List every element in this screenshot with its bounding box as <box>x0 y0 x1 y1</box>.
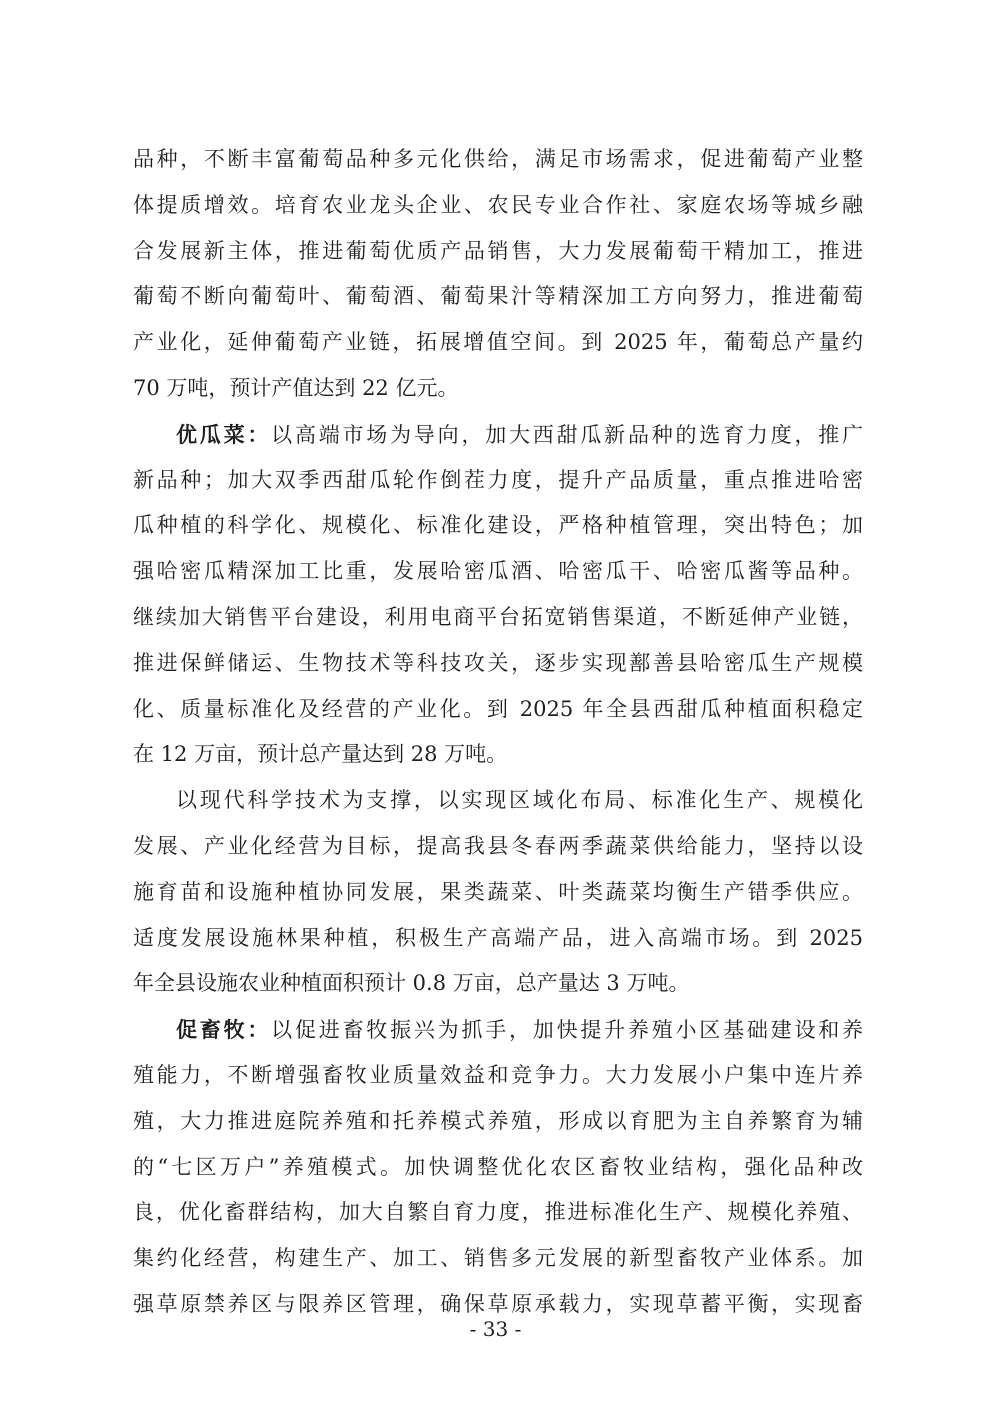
text-line: 以现代科学技术为支撑，以实现区域化布局、标准化生产、规模化 <box>176 788 863 813</box>
text-line: 品种，不断丰富葡萄品种多元化供给，满足市场需求，促进葡萄产业整 <box>133 147 863 171</box>
page-number: - 33 - <box>469 1317 522 1341</box>
text-line: 的“七区万户”养殖模式。加快调整优化农区畜牧业结构，强化品种改 <box>133 1154 863 1179</box>
paragraph-lead-heading: 优瓜菜： <box>176 421 272 447</box>
paragraph-livestock <box>133 1007 863 1328</box>
text-line: 强哈密瓜精深加工比重，发展哈密瓜酒、哈密瓜干、哈密瓜酱等品种。 <box>133 559 863 584</box>
paragraph-melons <box>133 412 863 778</box>
paragraph-grapes <box>133 137 863 412</box>
text-line: 产业化，延伸葡萄产业链，拓展增值空间。到 2025 年，葡萄总产量约 <box>133 330 863 355</box>
text-line: 体提质增效。培育农业龙头企业、农民专业合作社、家庭农场等城乡融 <box>133 192 863 217</box>
text-line: 推进保鲜储运、生物技术等科技攻关，逐步实现鄯善县哈密瓜生产规模 <box>133 650 863 675</box>
text-line: 适度发展设施林果种植，积极生产高端产品，进入高端市场。到 2025 <box>133 925 863 950</box>
text-line: 新品种；加大双季西甜瓜轮作倒茬力度，提升产品质量，重点推进哈密 <box>133 467 863 492</box>
text-line <box>133 412 863 458</box>
text-line: 施育苗和设施种植协同发展，果类蔬菜、叶类蔬菜均衡生产错季供应。 <box>133 879 863 904</box>
text-line: 良，优化畜群结构，加大自繁自育力度，推进标准化生产、规模化养殖、 <box>133 1200 863 1225</box>
text-line: 在 12 万亩，预计总产量达到 28 万吨。 <box>133 742 508 767</box>
text-line: 年全县设施农业种植面积预计 0.8 万亩，总产量达 3 万吨。 <box>133 971 690 996</box>
text-line: 殖，大力推进庭院养殖和托养模式养殖，形成以育肥为主自养繁育为辅 <box>133 1108 863 1133</box>
text-line: 继续加大销售平台建设，利用电商平台拓宽销售渠道，不断延伸产业链， <box>133 604 863 629</box>
text-line: 葡萄不断向葡萄叶、葡萄酒、葡萄果汁等精深加工方向努力，推进葡萄 <box>133 284 863 309</box>
text-line-body: 以促进畜牧振兴为抓手，加快提升养殖小区基础建设和养 <box>271 1018 863 1043</box>
text-line: 瓜种植的科学化、规模化、标准化建设，严格种植管理，突出特色；加 <box>133 513 863 538</box>
text-line: 化、质量标准化及经营的产业化。到 2025 年全县西甜瓜种植面积稳定 <box>133 696 863 721</box>
paragraph-facility-agriculture <box>133 778 863 1007</box>
text-line: 殖能力，不断增强畜牧业质量效益和竞争力。大力发展小户集中连片养 <box>133 1062 863 1087</box>
text-line: 强草原禁养区与限养区管理，确保草原承载力，实现草蓄平衡，实现畜 <box>133 1291 863 1316</box>
document-body <box>133 137 863 1328</box>
text-line: 合发展新主体，推进葡萄优质产品销售，大力发展葡萄干精加工，推进 <box>133 238 863 263</box>
text-line: 发展、产业化经营为目标，提高我县冬春两季蔬菜供给能力，坚持以设 <box>133 833 863 858</box>
text-line-body: 以高端市场为导向，加大西甜瓜新品种的选育力度，推广 <box>271 422 863 447</box>
paragraph-lead-heading: 促畜牧： <box>176 1017 272 1043</box>
text-line: 70 万吨，预计产值达到 22 亿元。 <box>133 375 459 400</box>
text-line <box>133 1007 863 1053</box>
text-line: 集约化经营，构建生产、加工、销售多元发展的新型畜牧产业体系。加 <box>133 1246 863 1271</box>
